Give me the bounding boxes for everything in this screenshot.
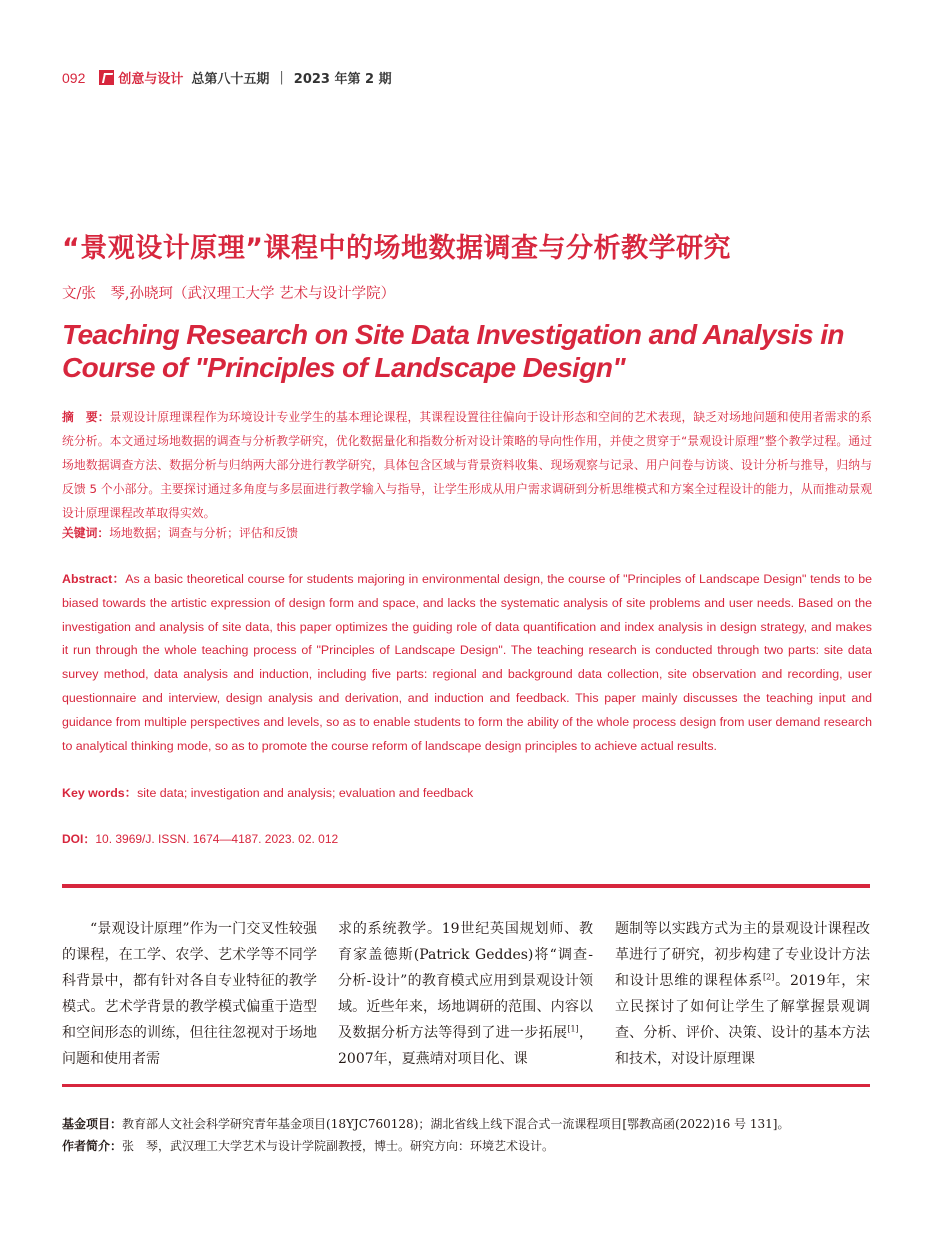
- page-number: 092: [62, 69, 86, 86]
- body-text: ，2007年，夏燕靖对项目化、课: [338, 1025, 594, 1067]
- body-paragraph: [338, 916, 593, 1072]
- abstract-cn-text: 景观设计原理课程作为环境设计专业学生的基本理论课程，其课程设置往往偏向于设计形态和空间的艺术表现，缺乏对场地问题和使用者需求的系统分析。本文通过场地数据的调查与分析教学研究，优化数据量化和指数分析对设计策略的导向性作用，并使之贯穿于“景观设计原理”整个教学过程。通过场地数据调查方法、数据分析与归纳两大部分进行教学研究，具体包含区域与背景资料收集、现场观察与记录、用户问卷与访谈、设计分析与推导，归纳与反馈 5 个小部分。主要探讨通过多角度与多层面进行教学输入与指导，让学生形成从用户需求调研到分析思维模式和方案全过程设计的能力，从而推动景观设计原理课程改革取得实效。: [62, 410, 872, 520]
- doi-text: 10. 3969/J. ISSN. 1674—4187. 2023. 02. 012: [95, 832, 339, 846]
- keywords-cn-text: 场地数据；调查与分析；评估和反馈: [109, 526, 298, 540]
- journal-name: 创意与设计: [118, 72, 184, 87]
- running-header: [62, 68, 392, 87]
- fund-note: [62, 1113, 882, 1135]
- author-bio-text: 张 琴，武汉理工大学艺术与设计学院副教授，博士。研究方向：环境艺术设计。: [122, 1139, 555, 1153]
- body-text: 。2019年，宋立民探讨了如何让学生了解掌握景观调查、分析、评价、决策、设计的基本方法和技术，对设计原理课: [615, 973, 870, 1067]
- keywords-cn-label: 关键词：: [62, 526, 110, 540]
- body-paragraph: [615, 916, 870, 1072]
- divider-bottom: [62, 1084, 870, 1087]
- body-paragraph: “景观设计原理”作为一门交叉性较强的课程，在工学、农学、艺术学等不同学科背景中，都有针对各自专业特征的教学模式。艺术学背景的教学模式偏重于造型和空间形态的训练，但往往忽视对于场地问题和使用者需: [62, 921, 317, 1067]
- abstract-cn-label: 摘 要：: [62, 410, 110, 424]
- body-text: 求的系统教学。19世纪英国规划师、教育家盖德斯(Patrick Geddes)将“调查-分析-设计”的教育模式应用到景观设计领域。近些年来，场地调研的范围、内容以及数据分析方法等得到了进一步拓展: [338, 921, 593, 1041]
- abstract-cn: [62, 405, 872, 525]
- author-note: [62, 1135, 882, 1157]
- body-column-1: [62, 916, 317, 1072]
- abstract-en-label: Abstract：: [62, 572, 126, 586]
- article-title-cn: “景观设计原理”课程中的场地数据调查与分析教学研究: [62, 233, 731, 264]
- footnotes: [62, 1113, 882, 1157]
- fund-label: 基金项目：: [62, 1117, 123, 1131]
- header-separator: |: [279, 70, 284, 85]
- fund-text: 教育部人文社会科学研究青年基金项目(18YJC760128)；湖北省线上线下混合式一流课程项目[鄂教高函(2022)16 号 131]。: [122, 1117, 790, 1131]
- body-column-3: [615, 916, 870, 1072]
- body-column-2: [338, 916, 593, 1072]
- keywords-cn: [62, 521, 298, 545]
- keywords-en: [62, 781, 473, 805]
- journal-logo-icon: [99, 70, 114, 85]
- abstract-en-text: As a basic theoretical course for students majoring in environmental design, the course of "Principles of Landscape Design" tends to be biased towards the artistic expression of design form and space, and lacks the systematic analysis of site problems and user needs. Based on the investigation and analysis of site data, this paper optimizes the guiding role of data quantification and index analysis in design strategy, and makes it run through the whole teaching process of "Principles of Landscape Design". The teaching research is conducted through two parts: site data survey method, data analysis and induction, including five parts: regional and background data collection, site observation and recording, user questionnaire and interview, design analysis and derivation, and induction and feedback. This paper mainly discusses the teaching input and guidance from multiple perspectives and levels, so as to enable students to form the ability of the whole process design from user demand research to analytical thinking mode, so as to promote the course reform of landscape design principles to achieve actual results.: [62, 572, 873, 753]
- article-title-en: Teaching Research on Site Data Investigation and Analysis in Course of "Principles of Landscape Design": [62, 319, 844, 383]
- citation-ref[interactable]: [1]: [567, 1024, 579, 1034]
- divider-top: [62, 884, 870, 888]
- keywords-en-label: Key words：: [62, 786, 138, 800]
- author-bio-label: 作者简介：: [62, 1139, 123, 1153]
- citation-ref[interactable]: [2]: [763, 972, 775, 982]
- article-authors: 文/张 琴,孙晓珂（武汉理工大学 艺术与设计学院）: [62, 286, 396, 302]
- issue-date: 2023 年第 2 期: [293, 72, 392, 87]
- abstract-en: [62, 568, 872, 758]
- doi-label: DOI：: [62, 832, 96, 846]
- issue-total: 总第八十五期: [191, 72, 270, 87]
- keywords-en-text: site data; investigation and analysis; evaluation and feedback: [137, 786, 474, 800]
- body-text: 题制等以实践方式为主的景观设计课程改革进行了研究，初步构建了专业设计方法和设计思维的课程体系: [615, 921, 870, 989]
- doi: [62, 830, 338, 847]
